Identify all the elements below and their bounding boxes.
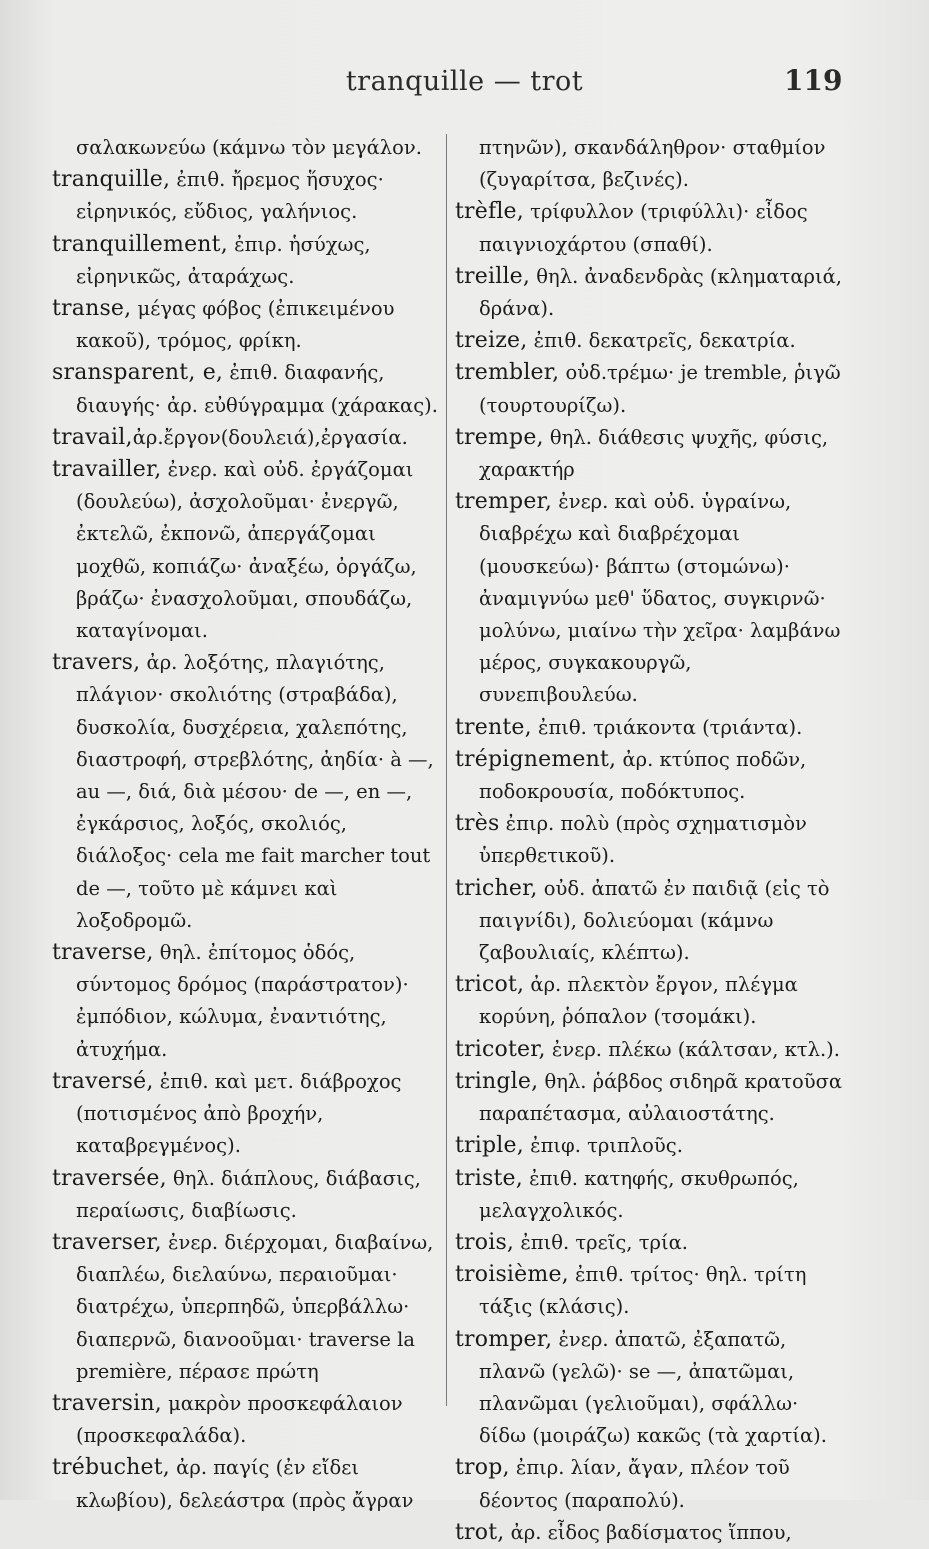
left-column [52, 132, 442, 1517]
entry-definition: ἐπιρ. πολὺ (πρὸς σχηματισμὸν ὑπερθετικοῦ). [479, 812, 807, 868]
dictionary-entry [455, 969, 847, 1033]
dictionary-entry [455, 1034, 847, 1066]
dictionary-entry [52, 422, 442, 454]
entry-definition: θηλ. διάπλους, διάβασις, περαίωσις, διαβίωσις. [76, 1166, 421, 1222]
entry-headword: tringle, [455, 1068, 539, 1094]
entry-headword: tricher, [455, 875, 538, 901]
entry-definition: μέγας φόβος (ἐπικειμένου κακοῦ), τρόμος, φρίκη. [76, 297, 395, 353]
entry-headword: traversin, [52, 1390, 162, 1416]
entry-headword: trop, [455, 1455, 510, 1481]
dictionary-entry [455, 1130, 847, 1162]
entry-headword: traverse, [52, 940, 154, 966]
entry-headword: trèfle, [455, 199, 524, 225]
entry-headword: tranquillement, [52, 231, 228, 257]
dictionary-entry [52, 293, 442, 357]
right-column [455, 132, 847, 1549]
entry-headword: tremper, [455, 489, 553, 515]
entry-headword: travailler, [52, 457, 162, 483]
dictionary-entry [52, 937, 442, 1066]
dictionary-entry [455, 196, 847, 260]
entry-definition: ἐνερ. καὶ οὐδ. ἐργάζομαι (δουλεύω), ἀσχολοῦμαι· ἐνεργῶ, ἐκτελῶ, ἐκπονῶ, ἀπεργάζομαι μοχθῶ, κοπιάζω· ἀναξέω, ὀργάζω, βράζω· ἐνασχολοῦμαι, σπουδάζω, καταγίνομαι. [76, 458, 417, 643]
entry-definition: ἀρ.ἔργον(δουλειά),ἐργασία. [132, 425, 408, 449]
entry-headword: transe, [52, 296, 132, 322]
entry-headword: tricot, [455, 972, 525, 998]
entry-headword: tricoter, [455, 1036, 546, 1062]
dictionary-entry [52, 132, 442, 164]
entry-definition: πτηνῶν), σκανδάληθρον· σταθμίον (ζυγαρίτσα, βεζινές). [479, 136, 826, 192]
entry-headword: treize, [455, 328, 528, 354]
dictionary-entry [455, 325, 847, 357]
entry-definition: θηλ. ἐπίτομος ὁδός, σύντομος δρόμος (παράστρατον)· ἐμπόδιον, κώλυμα, ἐναντιότης, ἀτυχήμα. [76, 941, 409, 1061]
entry-definition: σαλακωνεύω (κάμνω τὸν μεγάλον. [76, 136, 422, 159]
dictionary-entry [455, 1324, 847, 1453]
entry-definition: θηλ. ῥάβδος σιδηρᾶ κρατοῦσα παραπέτασμα, αὐλαιοστάτης. [479, 1069, 843, 1126]
dictionary-entry [455, 422, 847, 486]
dictionary-entry [52, 357, 442, 421]
dictionary-entry [455, 132, 847, 196]
dictionary-entry [455, 744, 847, 808]
dictionary-entry [455, 1163, 847, 1227]
entry-headword: trébuchet, [52, 1455, 170, 1481]
dictionary-entry [52, 1163, 442, 1227]
entry-definition: ἐνερ. ἀπατῶ, ἐξαπατῶ, πλανῶ (γελῶ)· se —, ἀπατῶμαι, πλανῶμαι (γελιοῦμαι), σφάλλω· δίδω (μοιράζω) κακῶς (τὰ χαρτία). [479, 1327, 827, 1448]
dictionary-entry [52, 1452, 442, 1516]
entry-definition: ἐπιθ. κατηφής, σκυθρωπός, μελαγχολικός. [479, 1166, 799, 1222]
dictionary-entry [455, 357, 847, 421]
entry-headword: trembler, [455, 360, 560, 386]
dictionary-entry [455, 486, 847, 711]
entry-headword: travers, [52, 650, 141, 676]
entry-headword: très [455, 811, 500, 837]
entry-headword: trois, [455, 1229, 515, 1255]
entry-definition: ἐπιθ. ἤρεμος ἥσυχος· εἰρηνικός, εὔδιος, γαλήνιος. [76, 168, 384, 224]
entry-definition: ἐπιθ. τριάκοντα (τριάντα). [531, 715, 803, 739]
entry-headword: trot, [455, 1519, 505, 1545]
entry-definition: τρίφυλλον (τριφύλλι)· εἶδος παιγνιοχάρτου (σπαθί). [479, 200, 808, 256]
entry-definition: οὐδ. ἀπατῶ ἐν παιδιᾷ (εἰς τὸ παιγνίδι), δολιεύομαι (κάμνω ζαβουλιαίς, κλέπτω). [479, 876, 830, 965]
dictionary-entry [52, 1388, 442, 1452]
entry-definition: ἀρ. πλεκτὸν ἔργον, πλέγμα κορύνη, ῥόπαλον (τσομάκι). [479, 973, 798, 1029]
entry-definition: θηλ. διάθεσις ψυχῆς, φύσις, χαρακτήρ [479, 425, 829, 482]
entry-headword: trempe, [455, 424, 544, 450]
entry-headword: trente, [455, 714, 532, 740]
dictionary-entry [455, 1517, 847, 1549]
entry-headword: treille, [455, 263, 531, 289]
entry-definition: ἐπιθ. τρίτος· θηλ. τρίτη τάξις (κλάσις). [479, 1263, 807, 1319]
column-divider [446, 134, 447, 1406]
entry-definition: ἀρ. κτύπος ποδῶν, ποδοκρουσία, ποδόκτυπος. [479, 747, 807, 804]
entry-headword: sransparent, e, [52, 360, 224, 386]
dictionary-entry [455, 808, 847, 872]
entry-definition: ἐπιθ. τρεῖς, τρία. [514, 1230, 688, 1254]
entry-definition: μακρὸν προσκεφάλαιον (προσκεφαλάδα). [76, 1391, 403, 1448]
entry-definition: οὐδ.τρέμω· je tremble, ῥιγῶ (τουρτουρίζω). [479, 361, 841, 417]
entry-headword: triple, [455, 1133, 524, 1159]
entry-headword: trépignement, [455, 746, 617, 772]
entry-headword: triste, [455, 1165, 523, 1191]
dictionary-entry [52, 647, 442, 937]
entry-definition: ἐνερ. πλέκω (κάλτσαν, κτλ.). [545, 1037, 840, 1061]
entry-definition: θηλ. ἀναδενδρὰς (κληματαριά, δράνα). [479, 264, 842, 321]
entry-definition: ἐνερ. διέρχομαι, διαβαίνω, διαπλέω, διελαύνω, περαιοῦμαι· διατρέχω, ὑπερπηδῶ, ὑπερβάλλω· διαπερνῶ, διανοοῦμαι· traverse la première, πέρασε πρώτη [76, 1230, 434, 1383]
dictionary-entry [52, 164, 442, 228]
dictionary-entry [52, 1066, 442, 1163]
entry-headword: troisième, [455, 1262, 569, 1288]
entry-definition: ἐπιρ. λίαν, ἄγαν, πλέον τοῦ δέοντος (παραπολύ). [479, 1456, 790, 1512]
dictionary-entry [455, 873, 847, 970]
entry-headword: tranquille, [52, 167, 171, 193]
dictionary-entry [52, 454, 442, 647]
entry-definition: ἐπιθ. καὶ μετ. διάβροχος (ποτισμένος ἀπὸ βροχήν, καταβρεγμένος). [76, 1069, 402, 1158]
entry-headword: traverser, [52, 1229, 162, 1255]
dictionary-entry [455, 1452, 847, 1516]
entry-definition: ἀρ. λοξότης, πλαγιότης, πλάγιον· σκολιότης (στραβάδα), δυσκολία, δυσχέρεια, χαλεπότης, διαστροφή, στρεβλότης, ἀηδία· à —, au —, διά, διὰ μέσου· de —, en —, ἐγκάρσιος, λοξός, σκολιός, διάλοξος· cela me fait marcher tout de —, τοῦτο μὲ κάμνει καὶ λοξοδρομῶ. [76, 651, 434, 932]
entry-definition: ἐνερ. καὶ οὐδ. ὑγραίνω, διαβρέχω καὶ διαβρέχομαι (μουσκεύω)· βάπτω (στομώνω)· ἀναμιγνύω μεθ' ὕδατος, συγκιρνῶ· μολύνω, μιαίνω τὴν χεῖρα· λαμβάνω μέρος, συγκακουργῶ, συνεπιβουλεύω. [479, 490, 841, 707]
dictionary-entry [455, 1066, 847, 1130]
dictionary-entry [52, 229, 442, 293]
entry-definition: ἐπιφ. τριπλοῦς. [523, 1134, 683, 1158]
dictionary-entry [52, 1227, 442, 1388]
dictionary-entry [455, 712, 847, 744]
dictionary-entry [455, 1259, 847, 1323]
entry-headword: traversé, [52, 1068, 154, 1094]
entry-headword: traversée, [52, 1165, 167, 1191]
dictionary-entry [455, 1227, 847, 1259]
entry-headword: travail, [52, 424, 133, 450]
entry-headword: tromper, [455, 1326, 553, 1352]
entry-definition: ἐπιθ. δεκατρεῖς, δεκατρία. [527, 329, 796, 353]
entry-definition: ἐπιρ. ἡσύχως, εἰρηνικῶς, ἀταράχως. [76, 232, 371, 288]
entry-definition: ἀρ. εἶδος βαδίσματος ἵππου, [504, 1520, 792, 1544]
entry-definition: ἐπιθ. διαφανής, διαυγής· ἀρ. εὐθύγραμμα (χάρακας). [76, 361, 438, 417]
dictionary-entry [455, 261, 847, 325]
entry-definition: ἀρ. παγίς (ἐν εἴδει κλωβίου), δελεάστρα (πρὸς ἄγραν [76, 1456, 414, 1512]
running-header: tranquille — trot [345, 66, 584, 97]
page-number: 119 [784, 64, 843, 97]
